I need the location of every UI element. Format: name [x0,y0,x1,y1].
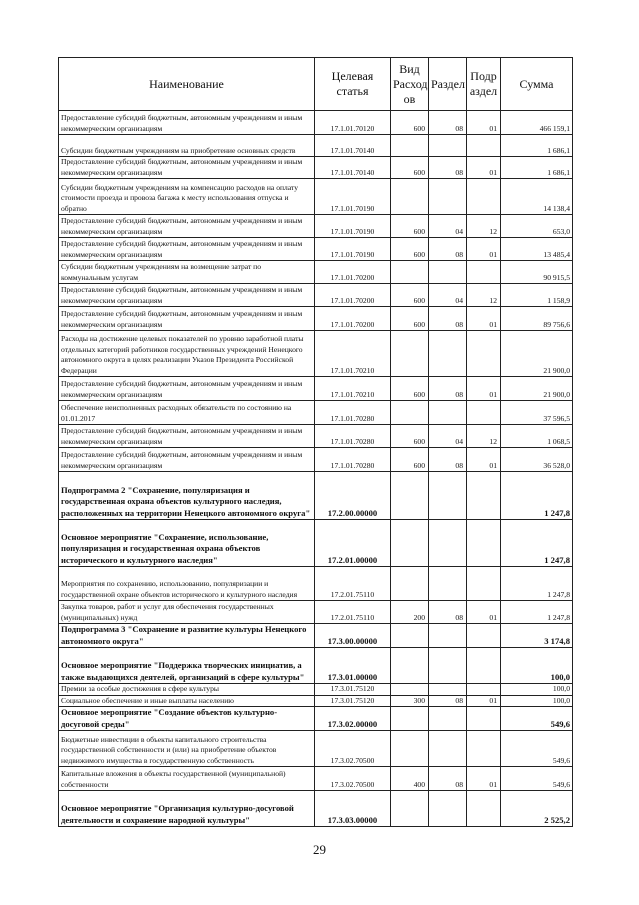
cell-section: 08 [429,307,467,331]
table-header-row [59,58,573,111]
table-row [59,425,573,448]
cell-section [429,401,467,425]
cell-expense-type [391,567,429,601]
table-row [59,567,573,601]
cell-section [429,331,467,377]
cell-amount: 89 756,6 [501,307,573,331]
cell-amount: 549,6 [501,731,573,767]
cell-expense-type [391,472,429,520]
cell-subsection [467,624,501,648]
cell-section: 08 [429,601,467,624]
cell-subsection: 01 [467,238,501,261]
header-expense-type: Вид Расход ов [391,58,429,111]
cell-subsection [467,401,501,425]
cell-amount: 21 900,0 [501,331,573,377]
table-row [59,179,573,215]
table-row [59,284,573,307]
table-row [59,331,573,377]
cell-expense-type: 600 [391,307,429,331]
cell-amount: 100,0 [501,695,573,707]
cell-section: 08 [429,695,467,707]
cell-amount: 37 596,5 [501,401,573,425]
table-row [59,624,573,648]
cell-article: 17.1.01.70140 [315,157,391,179]
cell-name: Субсидии бюджетным учреждениям на возмещение затрат по коммунальным услугам [59,261,315,284]
cell-name: Социальное обеспечение и иные выплаты населению [59,695,315,707]
cell-amount: 1 686,1 [501,135,573,157]
cell-section [429,179,467,215]
cell-name: Основное мероприятие "Сохранение, использование, популяризация и государственная охрана объектов исторического и культурного наследия" [59,520,315,567]
cell-subsection [467,791,501,827]
cell-amount: 3 174,8 [501,624,573,648]
cell-subsection [467,135,501,157]
table-body [59,111,573,827]
table-row [59,684,573,696]
cell-section [429,791,467,827]
cell-expense-type: 600 [391,284,429,307]
cell-article: 17.2.01.75110 [315,601,391,624]
cell-section [429,520,467,567]
cell-expense-type [391,624,429,648]
cell-subsection: 12 [467,425,501,448]
table-row [59,401,573,425]
cell-subsection [467,707,501,731]
cell-expense-type: 600 [391,425,429,448]
cell-subsection [467,179,501,215]
cell-amount: 90 915,5 [501,261,573,284]
cell-expense-type [391,135,429,157]
cell-name: Предоставление субсидий бюджетным, автономным учреждениям и иным некоммерческим организациям [59,215,315,238]
cell-subsection: 01 [467,111,501,135]
cell-article: 17.3.02.70500 [315,767,391,791]
cell-section [429,624,467,648]
cell-name: Подпрограмма 3 "Сохранение и развитие культуры Ненецкого автономного округа" [59,624,315,648]
cell-section: 08 [429,238,467,261]
cell-article: 17.3.02.70500 [315,731,391,767]
cell-article: 17.1.01.70280 [315,448,391,472]
cell-amount: 1 686,1 [501,157,573,179]
cell-expense-type: 300 [391,695,429,707]
table-row [59,695,573,707]
cell-name: Обеспечение неисполненных расходных обязательств по состоянию на 01.01.2017 [59,401,315,425]
cell-name: Предоставление субсидий бюджетным, автономным учреждениям и иным некоммерческим организациям [59,307,315,331]
cell-amount: 13 485,4 [501,238,573,261]
cell-name: Основное мероприятие "Организация культурно-досуговой деятельности и сохранение народной культуры" [59,791,315,827]
cell-name: Предоставление субсидий бюджетным, автономным учреждениям и иным некоммерческим организациям [59,238,315,261]
cell-article: 17.3.03.00000 [315,791,391,827]
cell-article: 17.2.00.00000 [315,472,391,520]
table-row [59,261,573,284]
cell-section [429,261,467,284]
cell-name: Предоставление субсидий бюджетным, автономным учреждениям и иным некоммерческим организациям [59,284,315,307]
cell-name: Премии за особые достижения в сфере культуры [59,684,315,696]
cell-article: 17.1.01.70190 [315,215,391,238]
cell-article: 17.2.01.00000 [315,520,391,567]
cell-expense-type [391,261,429,284]
cell-name: Субсидии бюджетным учреждениям на приобретение основных средств [59,135,315,157]
cell-expense-type: 600 [391,238,429,261]
cell-article: 17.3.01.75120 [315,695,391,707]
cell-section [429,648,467,684]
cell-article: 17.1.01.70200 [315,261,391,284]
table-row [59,767,573,791]
cell-expense-type: 600 [391,157,429,179]
cell-section: 08 [429,111,467,135]
cell-section [429,567,467,601]
cell-section: 08 [429,157,467,179]
cell-subsection [467,520,501,567]
cell-amount: 1 247,8 [501,567,573,601]
cell-article: 17.1.01.70280 [315,401,391,425]
table-row [59,520,573,567]
cell-section [429,707,467,731]
cell-article: 17.1.01.70280 [315,425,391,448]
cell-subsection: 01 [467,695,501,707]
cell-amount: 36 528,0 [501,448,573,472]
cell-subsection: 12 [467,215,501,238]
cell-article: 17.3.01.00000 [315,648,391,684]
cell-article: 17.1.01.70200 [315,284,391,307]
cell-article: 17.1.01.70200 [315,307,391,331]
cell-amount: 2 525,2 [501,791,573,827]
table-row [59,448,573,472]
cell-name: Капитальные вложения в объекты государственной (муниципальной) собственности [59,767,315,791]
cell-amount: 1 158,9 [501,284,573,307]
cell-expense-type [391,707,429,731]
cell-amount: 100,0 [501,648,573,684]
cell-expense-type: 600 [391,448,429,472]
cell-section: 04 [429,284,467,307]
cell-expense-type [391,520,429,567]
table-row [59,791,573,827]
cell-expense-type [391,331,429,377]
table-row [59,601,573,624]
cell-name: Основное мероприятие "Создание объектов культурно-досуговой среды" [59,707,315,731]
cell-expense-type: 600 [391,377,429,401]
cell-expense-type: 400 [391,767,429,791]
cell-expense-type [391,791,429,827]
cell-name: Предоставление субсидий бюджетным, автономным учреждениям и иным некоммерческим организациям [59,425,315,448]
cell-subsection [467,331,501,377]
table-row [59,377,573,401]
cell-article: 17.3.00.00000 [315,624,391,648]
cell-section: 08 [429,448,467,472]
cell-section [429,684,467,696]
cell-name: Подпрограмма 2 "Сохранение, популяризация и государственная охрана объектов культурного наследия, расположенных на территории Ненецкого автономного округа" [59,472,315,520]
cell-name: Предоставление субсидий бюджетным, автономным учреждениям и иным некоммерческим организациям [59,157,315,179]
cell-subsection [467,472,501,520]
cell-name: Мероприятия по сохранению, использованию, популяризации и государственной охране объектов исторического и культурного наследия [59,567,315,601]
cell-subsection: 01 [467,377,501,401]
cell-expense-type [391,179,429,215]
cell-name: Субсидии бюджетным учреждениям на компенсацию расходов на оплату стоимости проезда и провоза багажа к месту использования отпуска и обратно [59,179,315,215]
cell-subsection: 01 [467,307,501,331]
cell-name: Основное мероприятие "Поддержка творческих инициатив, а также выдающихся деятелей, организаций в сфере культуры" [59,648,315,684]
cell-subsection [467,261,501,284]
header-amount: Сумма [501,58,573,111]
cell-subsection: 01 [467,767,501,791]
cell-amount: 1 247,8 [501,601,573,624]
cell-article: 17.3.01.75120 [315,684,391,696]
cell-section: 08 [429,377,467,401]
table-row [59,135,573,157]
table-row [59,731,573,767]
cell-expense-type [391,684,429,696]
cell-section: 04 [429,215,467,238]
cell-article: 17.1.01.70210 [315,377,391,401]
cell-amount: 653,0 [501,215,573,238]
cell-article: 17.1.01.70190 [315,179,391,215]
header-section: Раздел [429,58,467,111]
table-row [59,707,573,731]
cell-subsection: 01 [467,448,501,472]
cell-article: 17.1.01.70120 [315,111,391,135]
cell-expense-type [391,731,429,767]
cell-article: 17.2.01.75110 [315,567,391,601]
cell-name: Предоставление субсидий бюджетным, автономным учреждениям и иным некоммерческим организациям [59,448,315,472]
cell-subsection [467,567,501,601]
header-article: Целевая статья [315,58,391,111]
budget-table [58,57,573,827]
cell-section [429,135,467,157]
cell-subsection [467,731,501,767]
cell-expense-type [391,648,429,684]
cell-amount: 1 068,5 [501,425,573,448]
cell-amount: 549,6 [501,707,573,731]
table-row [59,238,573,261]
cell-expense-type [391,401,429,425]
cell-subsection [467,648,501,684]
page-number: 29 [313,842,326,857]
cell-expense-type: 600 [391,215,429,238]
header-name: Наименование [59,58,315,111]
table-row [59,111,573,135]
cell-article: 17.1.01.70210 [315,331,391,377]
table-row [59,472,573,520]
cell-name: Предоставление субсидий бюджетным, автономным учреждениям и иным некоммерческим организациям [59,377,315,401]
table-row [59,157,573,179]
cell-subsection: 12 [467,284,501,307]
cell-section [429,731,467,767]
cell-name: Бюджетные инвестиции в объекты капитального строительства государственной собственности и (или) на приобретение объектов недвижимого имущества в государственную собственность [59,731,315,767]
cell-section: 04 [429,425,467,448]
table-row [59,648,573,684]
cell-amount: 1 247,8 [501,520,573,567]
cell-amount: 549,6 [501,767,573,791]
cell-section: 08 [429,767,467,791]
cell-name: Расходы на достижение целевых показателей по уровню заработной платы отдельных категорий работников государственных учреждений Ненецкого автономного округа в целях реализации Указов Президента Российской Федерации [59,331,315,377]
table-row [59,215,573,238]
cell-amount: 466 159,1 [501,111,573,135]
cell-name: Предоставление субсидий бюджетным, автономным учреждениям и иным некоммерческим организациям [59,111,315,135]
cell-amount: 14 138,4 [501,179,573,215]
cell-subsection: 01 [467,601,501,624]
cell-subsection: 01 [467,157,501,179]
cell-article: 17.3.02.00000 [315,707,391,731]
cell-article: 17.1.01.70190 [315,238,391,261]
header-subsection: Подр аздел [467,58,501,111]
cell-amount: 1 247,8 [501,472,573,520]
cell-expense-type: 200 [391,601,429,624]
cell-subsection [467,684,501,696]
cell-amount: 100,0 [501,684,573,696]
cell-amount: 21 900,0 [501,377,573,401]
cell-expense-type: 600 [391,111,429,135]
cell-section [429,472,467,520]
cell-name: Закупка товаров, работ и услуг для обеспечения государственных (муниципальных) нужд [59,601,315,624]
cell-article: 17.1.01.70140 [315,135,391,157]
table-row [59,307,573,331]
